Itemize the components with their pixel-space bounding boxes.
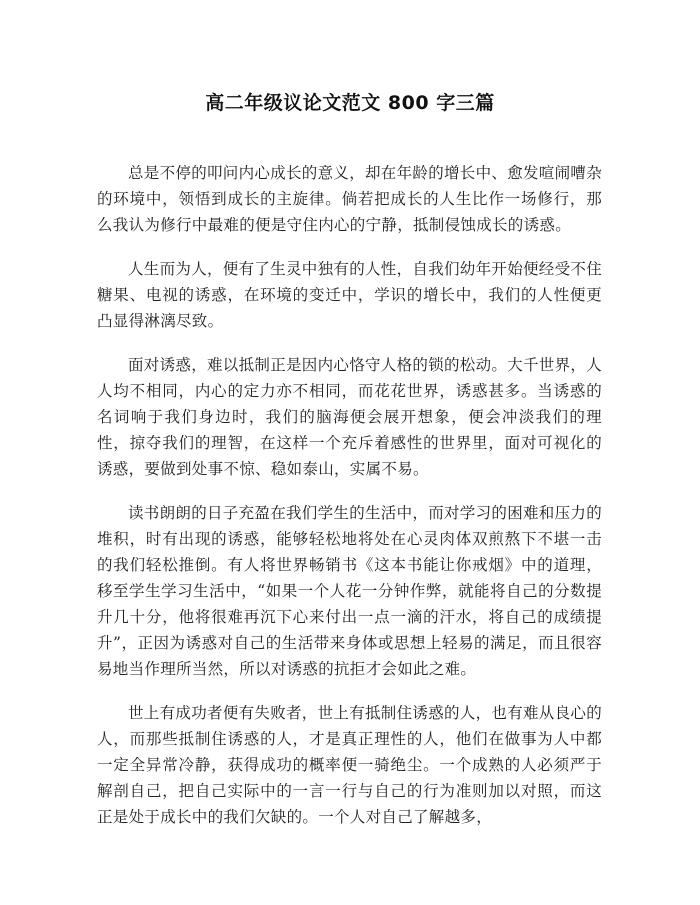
paragraph-1: 总是不停的叩问内心成长的意义，却在年龄的增长中、愈发喧闹嘈杂的环境中，领悟到成长的主旋律。倘若把成长的人生比作一场修行，那么我认为修行中最难的便是守住内心的宁静，抵制侵蚀成长的诱惑。 bbox=[97, 164, 603, 234]
paragraph-4: 读书朗朗的日子充盈在我们学生的生活中，而对学习的困难和压力的堆积，时有出现的诱惑，能够轻松地将处在心灵肉体双煎熬下不堪一击的我们轻松推倒。有人将世界畅销书《这本书能让你戒烟》中的道理，移至学生学习生活中，“如果一个人花一分钟作弊，就能将自己的分数提升几十分，他将很难再沉下心来付出一点一滴的汗水，将自己的成绩提升”，正因为诱惑对自己的生活带来身体或思想上轻易的满足，而且很容易地当作理所当然，所以对诱惑的抗拒才会如此之难。 bbox=[97, 504, 603, 678]
paragraph-2: 人生而为人，便有了生灵中独有的人性，自我们幼年开始便经受不住糖果、电视的诱惑，在环境的变迁中，学识的增长中，我们的人性便更凸显得淋漓尽致。 bbox=[97, 260, 603, 330]
document-title: 高二年级议论文范文 800 字三篇 bbox=[205, 92, 495, 114]
paragraph-3: 面对诱惑，难以抵制正是因内心恪守人格的锁的松动。大千世界，人人均不相同，内心的定力亦不相同，而花花世界，诱惑甚多。当诱惑的名词响于我们身边时，我们的脑海便会展开想象，便会冲淡我们的理性，掠夺我们的理智，在这样一个充斥着感性的世界里，面对可视化的诱惑，要做到处事不惊、稳如泰山，实属不易。 bbox=[97, 356, 603, 478]
document-body bbox=[97, 160, 602, 848]
paragraph-5: 世上有成功者便有失败者，世上有抵制住诱惑的人，也有难从良心的人，而那些抵制住诱惑的人，才是真正理性的人，他们在做事为人中都一定全异常冷静，获得成功的概率便一骑绝尘。一个成熟的人必须严于解剖自己，把自己实际中的一言一行与自己的行为准则加以对照，而这正是处于成长中的我们欠缺的。一个人对自己了解越多， bbox=[97, 704, 603, 826]
